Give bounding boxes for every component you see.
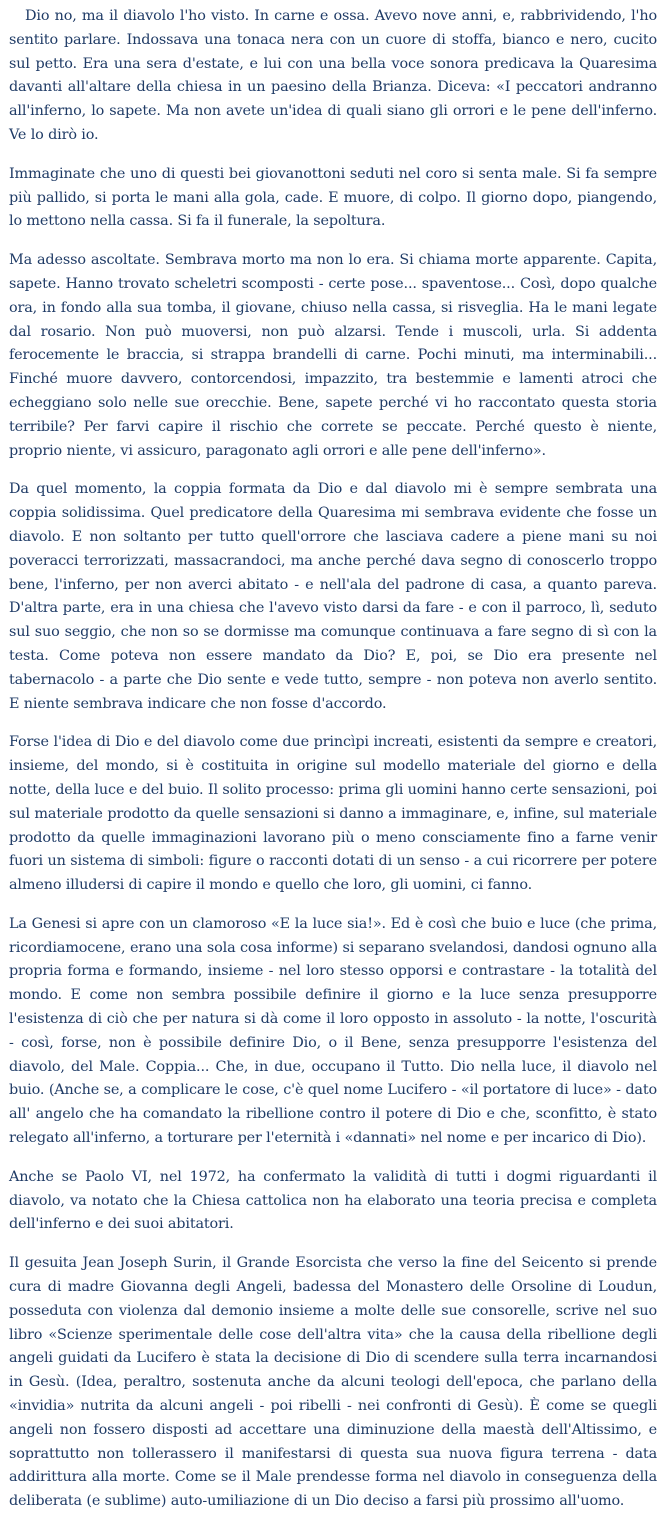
paragraph-7: Anche se Paolo VI, nel 1972, ha confermato la validità di tutti i dogmi riguardanti il diavolo, va notato che la Chiesa cattolica non ha elaborato una teoria precisa e completa dell'inferno e dei suoi abitatori.	[9, 1168, 657, 1233]
paragraph-6: La Genesi si apre con un clamoroso «E la luce sia!». Ed è così che buio e luce (che prima, ricordiamocene, erano una sola cosa informe) si separano svelandosi, dandosi ognuno alla propria forma e formando, insieme - nel loro stesso opporsi e contrastare - la totalità del mondo. E come non sembra possibile definire il giorno e la luce senza presupporre l'esistenza di ciò che per natura si dà come il loro opposto in assoluto - la notte, l'oscurità - così, forse, non è possibile definire Dio, o il Bene, senza presupporre l'esistenza del diavolo, del Male. Coppia... Che, in due, occupano il Tutto. Dio nella luce, il diavolo nel buio. (Anche se, a complicare le cose, c'è quel nome Lucifero - «il portatore di luce» - dato all' angelo che ha comandato la ribellione contro il potere di Dio e che, sconfitto, è stato relegato all'inferno, a torturare per l'eternità i «dannati» nel nome e per incarico di Dio).	[9, 915, 657, 1147]
paragraph-1: Dio no, ma il diavolo l'ho visto. In carne e ossa. Avevo nove anni, e, rabbrividendo, l'ho sentito parlare. Indossava una tonaca nera con un cuore di stoffa, bianco e nero, cucito sul petto. Era una sera d'estate, e lui con una bella voce sonora predicava la Quaresima davanti all'altare della chiesa in un paesino della Brianza. Diceva: «I peccatori andranno all'inferno, lo sapete. Ma non avete un'idea di quali siano gli orrori e le pene dell'inferno. Ve lo dirò io.	[9, 8, 657, 143]
paragraph-5: Forse l'idea di Dio e del diavolo come due princìpi increati, esistenti da sempre e creatori, insieme, del mondo, si è costituita in origine sul modello materiale del giorno e della notte, della luce e del buio. Il solito processo: prima gli uomini hanno certe sensazioni, poi sul materiale prodotto da quelle sensazioni si danno a immaginare, e, infine, sul materiale prodotto da quelle immaginazioni lavorano più o meno consciamente fino a farne venir fuori un sistema di simboli: figure o racconti dotati di un senso - a cui ricorrere per potere almeno illudersi di capire il mondo e quello che loro, gli uomini, ci fanno.	[9, 734, 657, 894]
paragraph-3: Ma adesso ascoltate. Sembrava morto ma non lo era. Si chiama morte apparente. Capita, sapete. Hanno trovato scheletri scomposti - certe pose... spaventose... Così, dopo qualche ora, in fondo alla sua tomba, il giovane, chiuso nella cassa, si risveglia. Ha le mani legate dal rosario. Non può muoversi, non può alzarsi. Tende i muscoli, urla. Si addenta ferocemente le braccia, si strappa brandelli di carne. Pochi minuti, ma interminabili... Finché muore davvero, contorcendosi, impazzito, tra bestemmie e lamenti atroci che echeggiano solo nelle sue orecchie. Bene, sapete perché vi ho raccontato questa storia terribile? Per farvi capire il rischio che correte se peccate. Perché questo è niente, proprio niente, vi assicuro, paragonato agli orrori e alle pene dell'inferno».	[9, 252, 657, 459]
paragraph-4: Da quel momento, la coppia formata da Dio e dal diavolo mi è sempre sembrata una coppia solidissima. Quel predicatore della Quaresima mi sembrava evidente che fosse un diavolo. E non soltanto per tutto quell'orrore che lasciava cadere a piene mani su noi poveracci terrorizzati, massacrandoci, ma anche perché dava segno di conoscerlo troppo bene, l'inferno, per non averci abitato - e nell'ala del padrone di casa, a quanto pareva. D'altra parte, era in una chiesa che l'avevo visto darsi da fare - e con il parroco, lì, seduto sul suo seggio, che non so se dormisse ma comunque continuava a fare segno di sì con la testa. Come poteva non essere mandato da Dio? E, poi, se Dio era presente nel tabernacolo - a parte che Dio sente e vede tutto, sempre - non poteva non averlo sentito. E niente sembrava indicare che non fosse d'accordo.	[9, 481, 657, 712]
paragraph-2: Immaginate che uno di questi bei giovanottoni seduti nel coro si senta male. Si fa sempre più pallido, si porta le mani alla gola, cade. E muore, di colpo. Il giorno dopo, piangendo, lo mettono nella cassa. Si fa il funerale, la sepoltura.	[9, 165, 657, 230]
paragraph-8: Il gesuita Jean Joseph Surin, il Grande Esorcista che verso la fine del Seicento si prende cura di madre Giovanna degli Angeli, badessa del Monastero delle Orsoline di Loudun, posseduta con violenza dal demonio insieme a molte delle sue consorelle, scrive nel suo libro «Scienze sperimentale delle cose dell'altra vita» che la causa della ribellione degli angeli guidati da Lucifero è stata la decisione di Dio di scendere sulla terra incarnandosi in Gesù. (Idea, peraltro, sostenuta anche da alcuni teologi dell'epoca, che parlano della «invidia» nutrita da alcuni angeli - poi ribelli - nei confronti di Gesù). È come se quegli angeli non fossero disposti ad accettare una diminuzione della maestà dell'Altissimo, e soprattutto non tollerassero il manifestarsi di questa sua nuova figura terrena - data addirittura alla morte. Come se il Male prendesse forma nel diavolo in conseguenza della deliberata (e sublime) auto-umiliazione di un Dio deciso a farsi più prossimo all'uomo.	[9, 1255, 657, 1510]
